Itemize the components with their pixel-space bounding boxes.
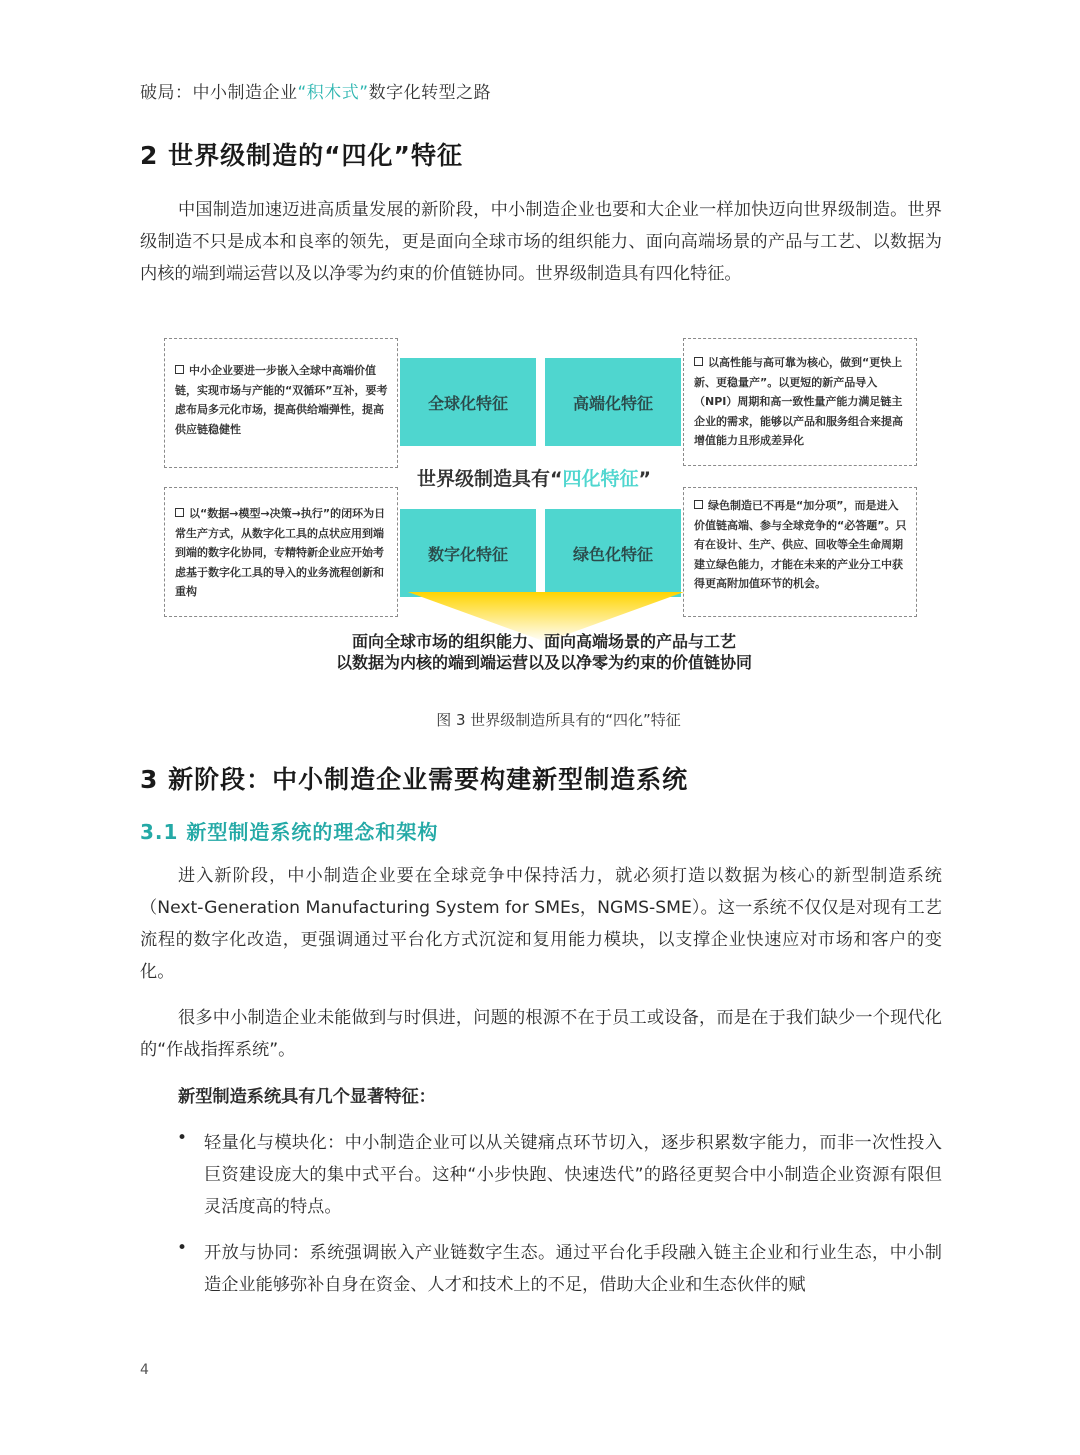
- figure-summary-line-2: 以数据为内核的端到端运营以及以净零为约束的价值链协同: [335, 653, 752, 672]
- box-bottom-right: [683, 487, 917, 617]
- figure-caption: 图 3 世界级制造所具有的“四化”特征: [436, 711, 681, 729]
- figure-center-title: 世界级制造具有“四化特征”: [417, 468, 652, 490]
- tile-high-end: 高端化特征: [545, 358, 681, 446]
- box-bottom-left: [164, 487, 398, 617]
- section-3-1-title: 3.1 新型制造系统的理念和架构: [140, 820, 439, 844]
- box-top-left-text: 中小企业要进一步嵌入全球中高端价值链，实现市场与产能的“双循环”互补，要考虑布局多元化市场，提高供给端弹性，提高供应链稳健性: [175, 364, 388, 436]
- figure-summary-line-1: 面向全球市场的组织能力、面向高端场景的产品与工艺: [351, 632, 736, 651]
- bullet-icon: •: [177, 1238, 188, 1258]
- header-accent: “积木式”: [297, 83, 369, 103]
- section-3-title: 3 新阶段：中小制造企业需要构建新型制造系统: [140, 765, 689, 794]
- box-top-right-text: 以高性能与高可靠为核心，做到“更快上新、更稳量产”。以更短的新产品导入（NPI）周期和高一致性量产能力满足链主企业的需求，能够以产品和服务组合来提高增值能力且形成差异化: [694, 356, 903, 447]
- checkbox-square-icon: [175, 365, 184, 374]
- checkbox-square-icon: [694, 500, 703, 509]
- tile-global: 全球化特征: [400, 358, 536, 446]
- header-prefix: 破局：中小制造企业: [140, 83, 298, 103]
- checkbox-square-icon: [694, 357, 703, 366]
- tile-green: 绿色化特征: [545, 509, 681, 597]
- bullet-item-1: 轻量化与模块化：中小制造企业可以从关键痛点环节切入，逐步积累数字能力，而非一次性投入巨资建设庞大的集中式平台。这种“小步快跑、快速迭代”的路径更契合中小制造企业资源有限但灵活度高的特点。: [204, 1133, 942, 1217]
- page-number: 4: [140, 1362, 149, 1378]
- section-3-paragraph-1: 进入新阶段，中小制造企业要在全球竞争中保持活力，就必须打造以数据为核心的新型制造系统（Next-Generation Manufacturing System for SMEs，NGMS-SME）。这一系统不仅仅是对现有工艺流程的数字化改造，更强调通过平台化方式沉淀和复用能力模块，以支撑企业快速应对市场和客户的变化。: [140, 866, 942, 982]
- section-2-paragraph: 中国制造加速迈进高质量发展的新阶段，中小制造企业也要和大企业一样加快迈向世界级制造。世界级制造不只是成本和良率的领先，更是面向全球市场的组织能力、面向高端场景的产品与工艺、以数据为内核的端到端运营以及以净零为约束的价值链协同。世界级制造具有四化特征。: [140, 200, 942, 284]
- box-bottom-left-text: 以“数据→模型→决策→执行”的闭环为日常生产方式，从数字化工具的点状应用到端到端的数字化协同，专精特新企业应开始考虑基于数字化工具的导入的业务流程创新和重构: [175, 507, 386, 598]
- checkbox-square-icon: [175, 508, 184, 517]
- section-3-paragraph-2: 很多中小制造企业未能做到与时俱进，问题的根源不在于员工或设备，而是在于我们缺少一个现代化的“作战指挥系统”。: [140, 1008, 942, 1060]
- box-top-left: [164, 338, 398, 468]
- tile-digital: 数字化特征: [400, 509, 536, 597]
- bullet-icon: •: [177, 1128, 188, 1148]
- section-2-title: 2 世界级制造的“四化”特征: [140, 141, 463, 170]
- box-top-right: [683, 338, 917, 466]
- running-header: [140, 78, 491, 103]
- section-3-paragraph-3: 新型制造系统具有几个显著特征：: [178, 1087, 436, 1107]
- box-bottom-right-text: 绿色制造已不再是“加分项”，而是进入价值链高端、参与全球竞争的“必答题”。只有在设计、生产、供应、回收等全生命周期建立绿色能力，才能在未来的产业分工中获得更高附加值环节的机会。: [694, 499, 907, 590]
- header-suffix: 数字化转型之路: [368, 83, 492, 103]
- bullet-item-2: 开放与协同：系统强调嵌入产业链数字生态。通过平台化手段融入链主企业和行业生态，中小制造企业能够弥补自身在资金、人才和技术上的不足，借助大企业和生态伙伴的赋: [204, 1243, 942, 1295]
